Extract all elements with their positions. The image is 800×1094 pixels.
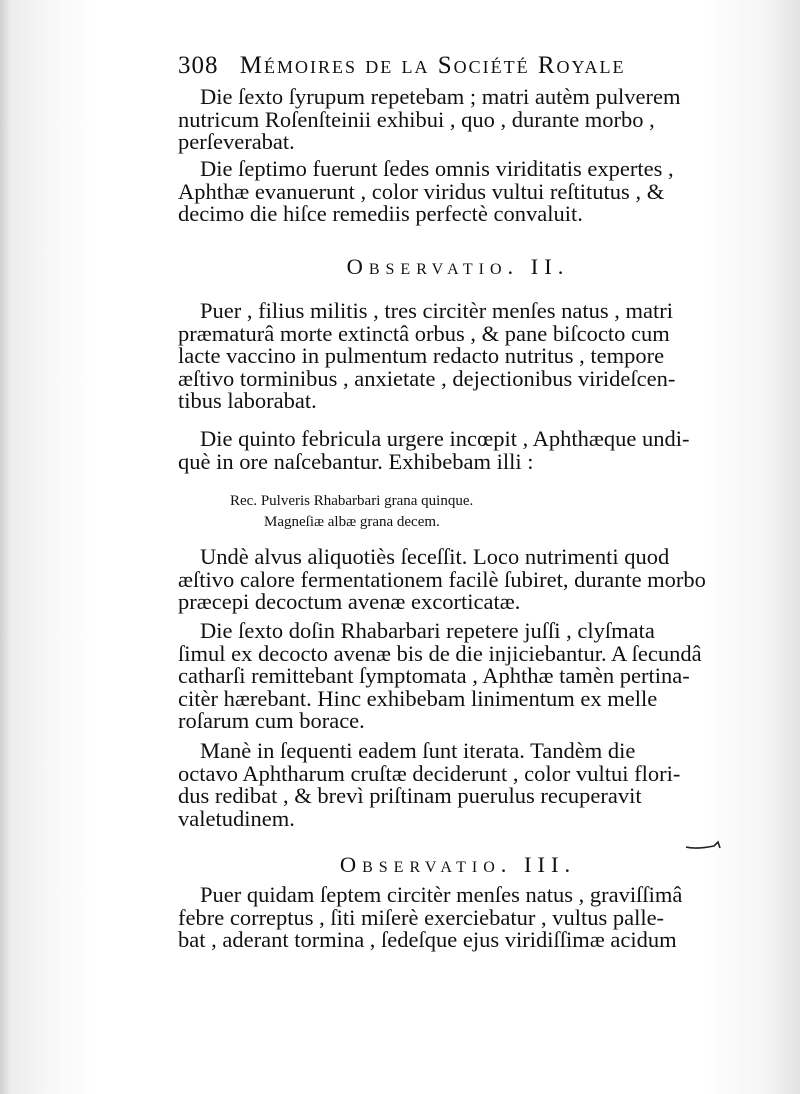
paragraph-2 (178, 158, 738, 226)
text-line: Die ſeptimo fuerunt ſedes omnis viriditatis expertes , (200, 156, 674, 181)
text-line: Aphthæ evanuerunt , color viridus vultui reſtitutus , & (178, 178, 665, 204)
recipe-line-1: Rec. Pulveris Rhabarbari grana quinque. (230, 493, 474, 509)
text-line: ſimul ex decocto avenæ bis de die injiciebantur. A ſecundâ (178, 640, 702, 666)
text-line: æſtivo torminibus , anxietate , dejectionibus virideſcen- (178, 365, 676, 391)
text-line: dus redibat , & brevì priſtinam puerulus recuperavit (178, 783, 642, 808)
section-heading-observatio-3: Observatio. III. (339, 852, 577, 877)
page-number: 308 (178, 52, 219, 79)
running-title: Mémoires de la Société Royale (239, 52, 626, 79)
text-line: bat , aderant tormina , ſedeſque ejus viridiſſimæ acidum (178, 927, 677, 952)
text-line: Manè in ſequenti eadem ſunt iterata. Tandèm die (200, 738, 636, 763)
text-line: catharſi remittebant ſymptomata , Aphthæ tamèn pertina- (178, 663, 690, 688)
text-line: valetudinem. (178, 805, 295, 831)
recipe-line-2: Magneſiæ albæ grana decem. (264, 514, 440, 530)
text-line: Die ſexto doſin Rhabarbari repetere juſſi , clyſmata (200, 618, 655, 643)
text-line: perſeverabat. (178, 129, 295, 154)
paragraph-7 (178, 740, 738, 830)
paragraph-4 (178, 428, 738, 473)
paragraph-5 (178, 546, 738, 614)
paragraph-8 (178, 884, 738, 952)
text-line: Undè alvus aliquotiès ſeceſſit. Loco nutrimenti quod (200, 544, 670, 569)
text-line: octavo Aphtharum cruſtæ deciderunt , color vultui flori- (178, 760, 681, 786)
text-line: Puer quidam ſeptem circitèr menſes natus , graviſſimâ (200, 882, 683, 907)
paragraph-3 (178, 300, 738, 413)
text-line: præmaturâ morte extinctâ orbus , & pane biſcocto cum (178, 320, 670, 346)
running-header (178, 52, 738, 80)
text-line: Die quinto febricula urgere incœpit , Aphthæque undi- (200, 426, 690, 451)
text-line: què in ore naſcebantur. Exhibebam illi : (178, 448, 534, 474)
text-line: roſarum cum borace. (178, 708, 365, 733)
paragraph-6 (178, 620, 738, 733)
text-line: tibus laborabat. (178, 388, 317, 413)
text-line: æſtivo calore fermentationem facilè ſubiret, durante morbo (178, 566, 706, 592)
text-line: lacte vaccino in pulmentum redacto nutritus , tempore (178, 343, 665, 368)
text-line: decimo die hiſce remediis perfectè convaluit. (178, 201, 583, 226)
text-line: præcepi decoctum avenæ excorticatæ. (178, 589, 521, 614)
text-line: citèr hærebant. Hinc exhibebam linimentum ex melle (178, 685, 658, 711)
ink-mark (684, 838, 724, 852)
paragraph-1 (178, 86, 738, 154)
text-line: Die ſexto ſyrupum repetebam ; matri autèm pulverem (200, 84, 681, 109)
section-heading-observatio-2: Observatio. II. (346, 254, 570, 279)
text-line: Puer , filius militis , tres circitèr menſes natus , matri (200, 298, 674, 323)
text-line: febre correptus , ſiti miſerè exerciebatur , vultus palle- (178, 904, 665, 930)
text-line: nutricum Roſenſteinii exhibui , quo , durante morbo , (178, 106, 655, 132)
